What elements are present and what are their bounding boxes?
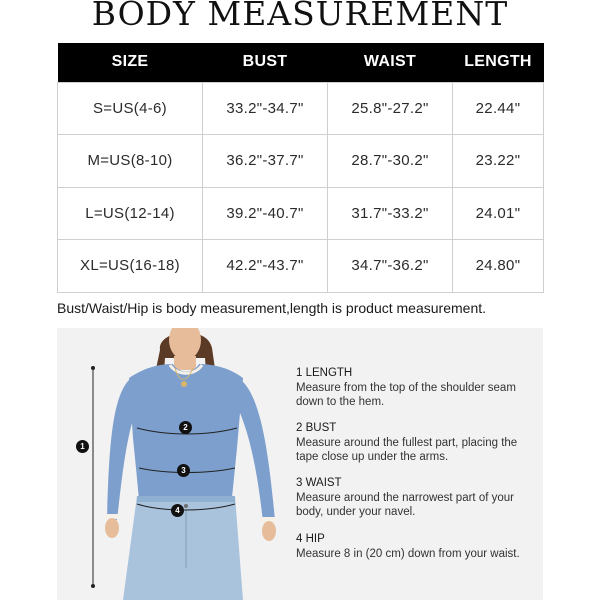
measurement-note: Bust/Waist/Hip is body measurement,length is product measurement. — [57, 300, 487, 316]
instruction-length — [296, 366, 541, 410]
hip-marker: 4 — [171, 504, 184, 517]
column-header-waist: WAIST — [328, 43, 453, 82]
model-illustration-panel — [57, 328, 290, 600]
bust-cell: 39.2"-40.7" — [203, 187, 328, 240]
length-line-top-dot — [91, 366, 95, 370]
model-illustration — [57, 328, 290, 600]
belt-line — [137, 496, 235, 502]
waist-cell: 25.8"-27.2" — [328, 82, 453, 135]
instruction-text: Measure 8 in (20 cm) down from your waist. — [296, 547, 520, 560]
bust-cell: 42.2"-43.7" — [203, 240, 328, 293]
size-chart-table — [57, 43, 544, 293]
table-row — [58, 240, 544, 293]
instruction-heading: 2 BUST — [296, 422, 337, 434]
column-header-length: LENGTH — [453, 43, 544, 82]
instruction-text: Measure around the fullest part, placing the tape close up under the arms. — [296, 436, 518, 463]
table-row — [58, 135, 544, 188]
waist-marker: 3 — [177, 464, 190, 477]
bust-marker: 2 — [179, 421, 192, 434]
column-header-bust: BUST — [203, 43, 328, 82]
instruction-text: Measure around the narrowest part of your body, under your navel. — [296, 491, 514, 518]
table-row — [58, 187, 544, 240]
size-cell: L=US(12-14) — [58, 187, 203, 240]
necklace-pendant — [181, 381, 187, 387]
bust-cell: 33.2"-34.7" — [203, 82, 328, 135]
length-marker: 1 — [76, 440, 89, 453]
size-cell: M=US(8-10) — [58, 135, 203, 188]
instruction-waist — [296, 476, 541, 520]
instruction-text: Measure from the top of the shoulder seam down to the hem. — [296, 381, 516, 408]
page-title: BODY MEASUREMENT — [91, 0, 509, 33]
right-hand — [262, 521, 276, 541]
table-header-row — [58, 43, 544, 82]
waist-cell: 34.7"-36.2" — [328, 240, 453, 293]
length-cell: 24.01" — [453, 187, 544, 240]
measurement-instructions-panel — [290, 328, 543, 600]
instruction-hip — [296, 532, 541, 561]
instruction-heading: 3 WAIST — [296, 477, 342, 489]
length-line-bottom-dot — [91, 584, 95, 588]
column-header-size: SIZE — [58, 43, 203, 82]
size-cell: XL=US(16-18) — [58, 240, 203, 293]
jeans-button — [184, 504, 188, 508]
length-cell: 23.22" — [453, 135, 544, 188]
waist-cell: 28.7"-30.2" — [328, 135, 453, 188]
instruction-heading: 4 HIP — [296, 533, 325, 545]
bust-cell: 36.2"-37.7" — [203, 135, 328, 188]
length-cell: 24.80" — [453, 240, 544, 293]
size-cell: S=US(4-6) — [58, 82, 203, 135]
waist-cell: 31.7"-33.2" — [328, 187, 453, 240]
instruction-heading: 1 LENGTH — [296, 367, 353, 379]
left-hand — [105, 518, 119, 538]
instruction-bust — [296, 421, 541, 465]
table-row — [58, 82, 544, 135]
length-cell: 22.44" — [453, 82, 544, 135]
